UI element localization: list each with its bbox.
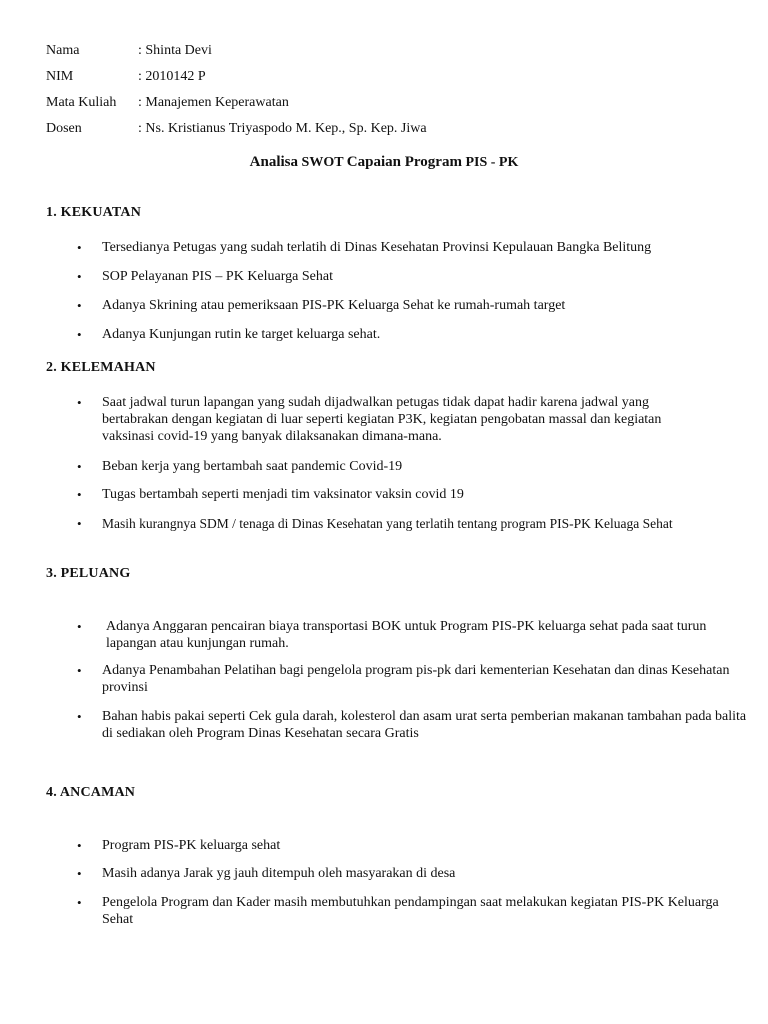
bullet-icon: • bbox=[77, 269, 82, 284]
label-mata-kuliah: Mata Kuliah bbox=[46, 95, 117, 110]
bullet-icon: • bbox=[77, 866, 82, 881]
bullet-icon: • bbox=[77, 395, 82, 410]
label-dosen: Dosen bbox=[46, 121, 82, 136]
list-item: Saat jadwal turun lapangan yang sudah dijadwalkan petugas tidak dapat hadir karena jadwal yang bertabrakan dengan kegiatan di luar seperti kegiatan P3K, kegiatan pengobatan massal dan kegiatan vaksinasi covid-19 yang banyak dilaksanakan dimana-mana. bbox=[102, 395, 662, 444]
title-part-4: PIS - PK bbox=[461, 155, 519, 170]
bullet-icon: • bbox=[77, 240, 82, 255]
label-nim: NIM bbox=[46, 69, 74, 84]
list-item: Adanya Kunjungan rutin ke target keluarga sehat. bbox=[102, 327, 381, 342]
list-item: Adanya Penambahan Pelatihan bagi pengelola program pis-pk dari kementerian Kesehatan dan dinas Kesehatan provinsi bbox=[102, 663, 730, 695]
bullet-icon: • bbox=[77, 327, 82, 342]
list-item: Adanya Anggaran pencairan biaya transportasi BOK untuk Program PIS-PK keluarga sehat pada saat turun lapangan atau kunjungan rumah. bbox=[106, 619, 707, 651]
bullet-icon: • bbox=[77, 895, 82, 910]
bullet-icon: • bbox=[77, 459, 82, 474]
bullet-icon: • bbox=[77, 487, 82, 502]
bullet-icon: • bbox=[77, 838, 82, 853]
list-item: Tugas bertambah seperti menjadi tim vaksinator vaksin covid 19 bbox=[102, 487, 464, 502]
list-item: Masih kurangnya SDM / tenaga di Dinas Kesehatan yang terlatih tentang program PIS-PK Keluaga Sehat bbox=[102, 516, 673, 531]
list-item: SOP Pelayanan PIS – PK Keluarga Sehat bbox=[102, 269, 333, 284]
list-item: Adanya Skrining atau pemeriksaan PIS-PK Keluarga Sehat ke rumah-rumah target bbox=[102, 298, 566, 313]
list-item: Beban kerja yang bertambah saat pandemic Covid-19 bbox=[102, 459, 403, 474]
list-item: Tersedianya Petugas yang sudah terlatih di Dinas Kesehatan Provinsi Kepulauan Bangka Belitung bbox=[102, 240, 652, 255]
label-nama: Nama bbox=[46, 43, 80, 58]
bullet-icon: • bbox=[77, 516, 82, 531]
list-item: Masih adanya Jarak yg jauh ditempuh oleh masyarakan di desa bbox=[102, 866, 456, 881]
bullet-icon: • bbox=[77, 709, 82, 724]
value-dosen: : Ns. Kristianus Triyaspodo M. Kep., Sp. Kep. Jiwa bbox=[138, 121, 427, 136]
bullet-icon: • bbox=[77, 663, 82, 678]
title-part-1: Analisa bbox=[249, 154, 299, 170]
title-part-2: SWOT bbox=[298, 155, 347, 170]
document-title bbox=[0, 154, 768, 171]
list-item: Pengelola Program dan Kader masih membutuhkan pendampingan saat melakukan kegiatan PIS-PK Keluarga Sehat bbox=[102, 895, 719, 927]
bullet-icon: • bbox=[77, 619, 82, 634]
section-heading-ancaman: 4. ANCAMAN bbox=[46, 785, 136, 800]
value-nim: : 2010142 P bbox=[138, 69, 206, 84]
value-nama: : Shinta Devi bbox=[138, 43, 212, 58]
section-heading-kekuatan: 1. KEKUATAN bbox=[46, 205, 142, 220]
section-heading-kelemahan: 2. KELEMAHAN bbox=[46, 360, 156, 375]
list-item: Program PIS-PK keluarga sehat bbox=[102, 838, 281, 853]
list-item: Bahan habis pakai seperti Cek gula darah, kolesterol dan asam urat serta pemberian makanan tambahan pada balita di sediakan oleh Program Dinas Kesehatan secara Gratis bbox=[102, 709, 747, 741]
bullet-icon: • bbox=[77, 298, 82, 313]
title-part-3: Capaian Program bbox=[346, 154, 462, 170]
section-heading-peluang: 3. PELUANG bbox=[46, 566, 131, 581]
value-mata-kuliah: : Manajemen Keperawatan bbox=[138, 95, 289, 110]
